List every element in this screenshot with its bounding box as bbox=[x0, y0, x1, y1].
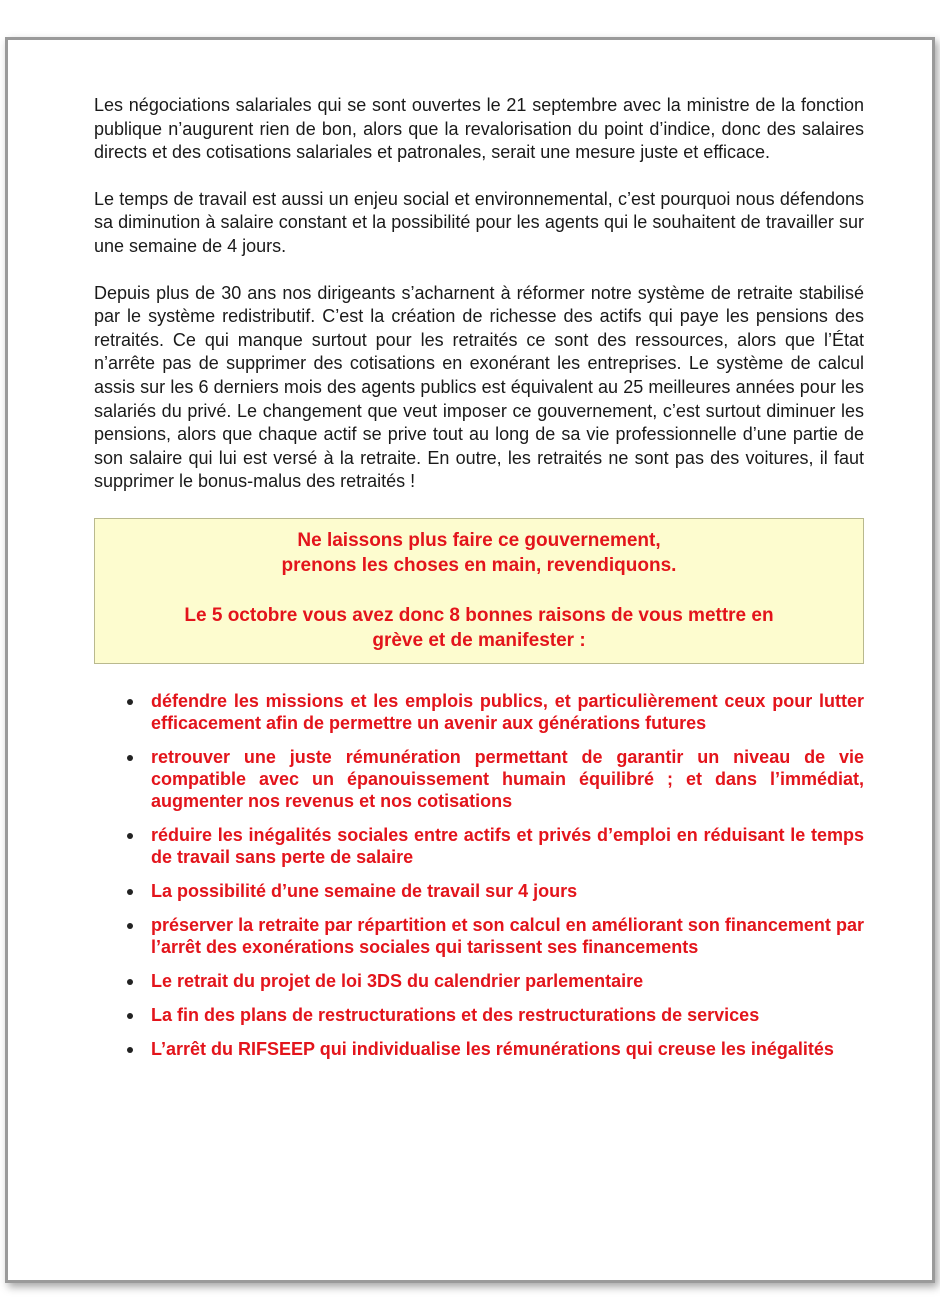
bullet-icon bbox=[127, 979, 133, 985]
callout-line-2: prenons les choses en main, revendiquons. bbox=[281, 554, 677, 576]
bullet-icon bbox=[127, 923, 133, 929]
reason-text: La fin des plans de restructurations et des restructurations de services bbox=[151, 1004, 760, 1025]
list-item bbox=[151, 824, 864, 868]
callout-spacer bbox=[95, 578, 863, 603]
callout-line-1: Ne laissons plus faire ce gouvernement, bbox=[297, 529, 661, 551]
paragraph-negotiations: Les négociations salariales qui se sont ouvertes le 21 septembre avec la ministre de la fonction publique n’augurent rien de bon, alors que la revalorisation du point d’indice, donc des salaires directs et des cotisations salariales et patronales, serait une mesure juste et efficace. bbox=[94, 95, 864, 163]
list-item bbox=[151, 1038, 864, 1060]
list-item bbox=[151, 914, 864, 958]
reasons-list bbox=[94, 690, 864, 1060]
list-item bbox=[151, 880, 864, 902]
reason-text: La possibilité d’une semaine de travail sur 4 jours bbox=[151, 880, 578, 901]
list-item bbox=[151, 746, 864, 812]
reason-text: réduire les inégalités sociales entre actifs et privés d’emploi en réduisant le temps de travail sans perte de salaire bbox=[151, 824, 864, 867]
reason-text: défendre les missions et les emplois publics, et particulièrement ceux pour lutter efficacement afin de permettre un avenir aux générations futures bbox=[151, 690, 864, 733]
bullet-icon bbox=[127, 699, 133, 705]
bullet-icon bbox=[127, 1047, 133, 1053]
paragraph-working-time: Le temps de travail est aussi un enjeu social et environnemental, c’est pourquoi nous défendons sa diminution à salaire constant et la possibilité pour les agents qui le souhaitent de travailler sur une semaine de 4 jours. bbox=[94, 188, 864, 256]
list-item bbox=[151, 690, 864, 734]
callout-line-4: grève et de manifester : bbox=[372, 629, 586, 651]
bullet-icon bbox=[127, 755, 133, 761]
document-body bbox=[94, 94, 864, 1072]
reason-text: préserver la retraite par répartition et son calcul en améliorant son financement par l’arrêt des exonérations sociales qui tarissent ses financements bbox=[151, 914, 864, 957]
call-to-action-box bbox=[94, 518, 864, 664]
bullet-icon bbox=[127, 1013, 133, 1019]
list-item bbox=[151, 1004, 864, 1026]
reason-text: Le retrait du projet de loi 3DS du calendrier parlementaire bbox=[151, 970, 644, 991]
bullet-icon bbox=[127, 833, 133, 839]
bullet-icon bbox=[127, 889, 133, 895]
reason-text: L’arrêt du RIFSEEP qui individualise les rémunérations qui creuse les inégalités bbox=[151, 1038, 834, 1059]
page-frame bbox=[5, 37, 935, 1283]
reason-text: retrouver une juste rémunération permettant de garantir un niveau de vie compatible avec un épanouissement humain équilibré ; et dans l’immédiat, augmenter nos revenus et nos cotisations bbox=[151, 746, 864, 811]
callout-line-3: Le 5 octobre vous avez donc 8 bonnes raisons de vous mettre en bbox=[184, 604, 774, 626]
paragraph-pensions: Depuis plus de 30 ans nos dirigeants s’acharnent à réformer notre système de retraite stabilisé par le système redistributif. C’est la création de richesse des actifs qui paye les pensions des retraités. Ce qui manque surtout pour les retraités ce sont des ressources, alors que l’État n’arrête pas de supprimer des cotisations en exonérant les entreprises. Le système de calcul assis sur les 6 derniers mois des agents publics est équivalent au 25 meilleures années pour les salariés du privé. Le changement que veut imposer ce gouvernement, c’est surtout diminuer les pensions, alors que chaque actif se prive tout au long de sa vie professionnelle d’une partie de son salaire qui lui est versé à la retraite. En outre, les retraités ne sont pas des voitures, il faut supprimer le bonus-malus des retraités ! bbox=[94, 282, 864, 492]
list-item bbox=[151, 970, 864, 992]
